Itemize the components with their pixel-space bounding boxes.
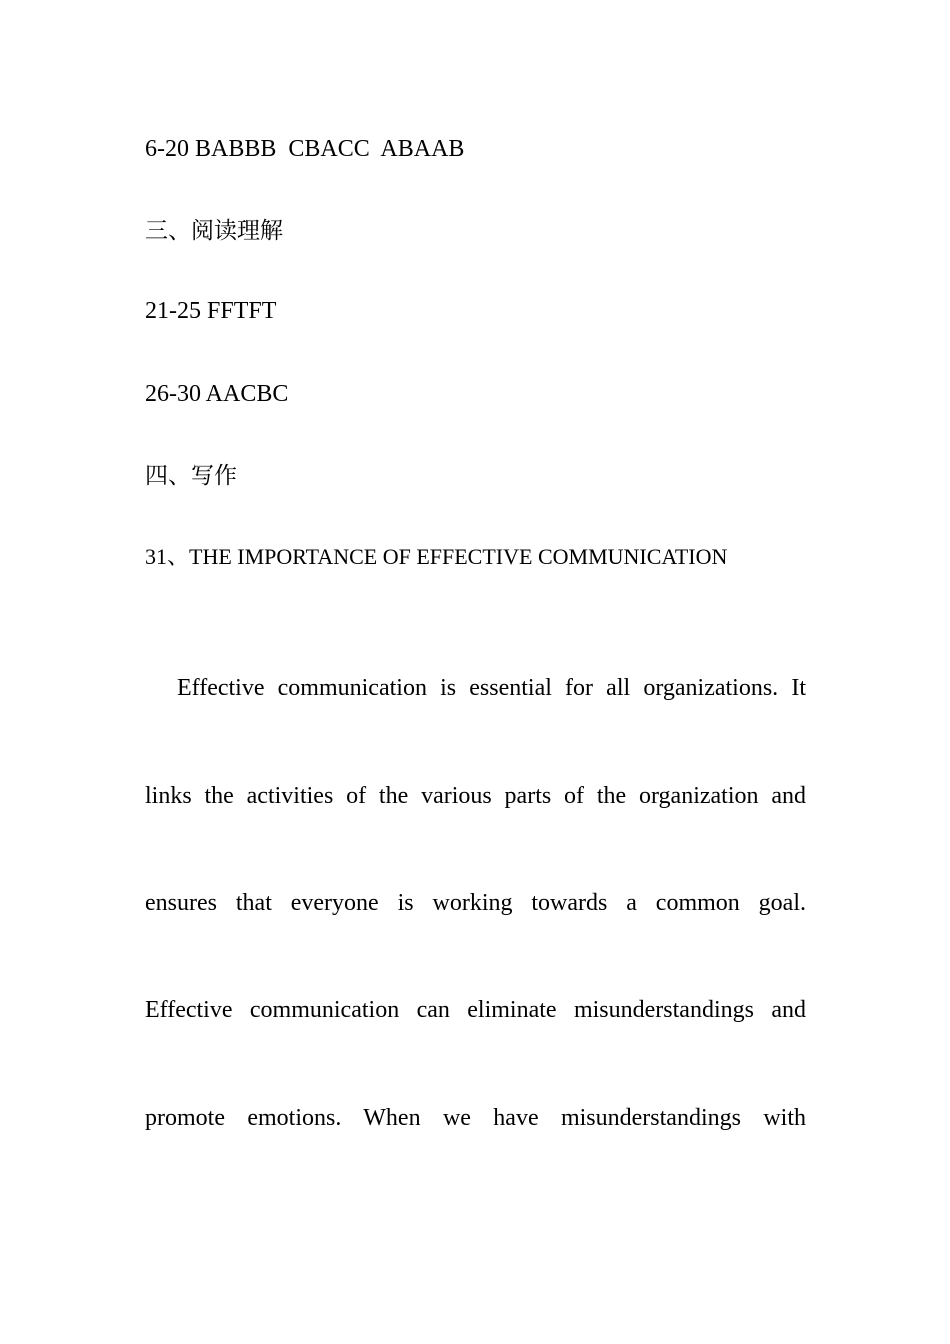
essay-line: links the activities of the various parts of the organization and — [145, 783, 806, 809]
essay-title-line — [145, 542, 727, 573]
section-heading-reading: 三、阅读理解 — [145, 218, 283, 244]
essay-line: Effective communication is essential for all organizations. It — [177, 675, 806, 701]
essay-line: ensures that everyone is working towards a common goal. — [145, 890, 806, 916]
essay-number-separator: 、 — [167, 545, 190, 570]
section-heading-writing: 四、写作 — [145, 463, 237, 489]
answer-line-21-25: 21-25 FFTFT — [145, 298, 277, 324]
essay-title: THE IMPORTANCE OF EFFECTIVE COMMUNICATION — [189, 544, 728, 569]
answer-line-6-20: 6-20 BABBB CBACC ABAAB — [145, 136, 465, 162]
essay-number: 31 — [145, 544, 167, 569]
essay-line: Effective communication can eliminate misunderstandings and — [145, 997, 806, 1023]
answer-line-26-30: 26-30 AACBC — [145, 381, 289, 407]
essay-line: promote emotions. When we have misunderstandings with — [145, 1105, 806, 1131]
